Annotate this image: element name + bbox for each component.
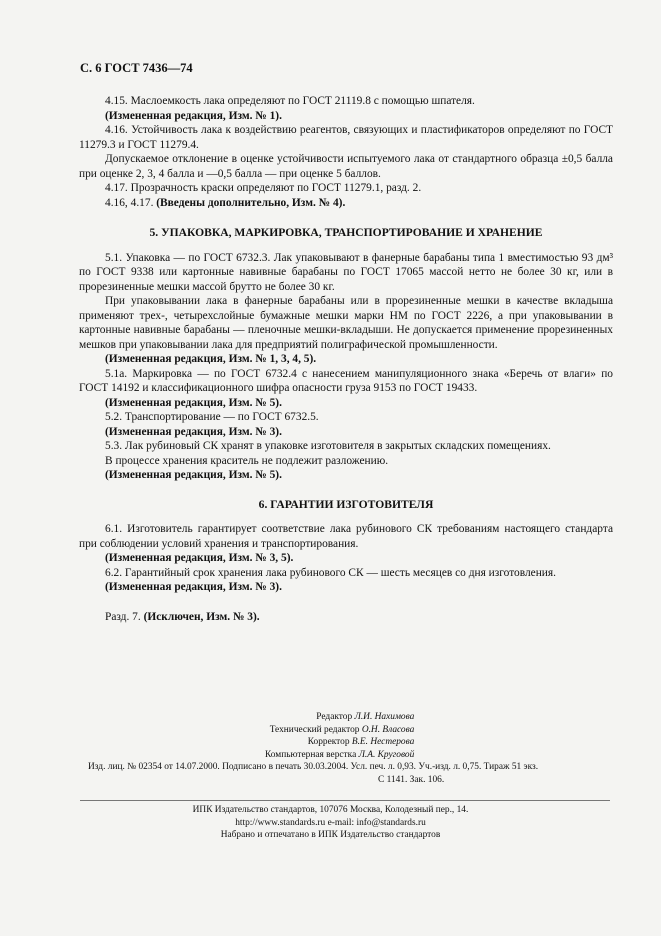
section-6-body [79, 522, 613, 595]
section-4-paragraph: 4.17. Прозрачность краски определяют по ГОСТ 11279.1, разд. 2. [105, 182, 422, 194]
document-body [79, 94, 613, 624]
section-5-paragraph: (Измененная редакция, Изм. № 3). [105, 425, 282, 438]
section-5-paragraph: (Измененная редакция, Изм. № 5). [105, 396, 282, 409]
publisher-info [0, 804, 661, 842]
divider-line [80, 800, 610, 801]
credits-list [265, 711, 414, 761]
page-header: С. 6 ГОСТ 7436—74 [80, 61, 193, 75]
publisher-line: Набрано и отпечатано в ИПК Издательство стандартов [220, 830, 441, 840]
publisher-line: ИПК Издательство стандартов, 107076 Москва, Колодезный пер., 14. [192, 805, 469, 815]
credit-role: Редактор [316, 712, 353, 722]
section-5-paragraph: При упаковывании лака в фанерные барабаны или в прорезиненные мешки в качестве вкладыша применяют трех-, четырехслойные бумажные мешки марки НМ по ГОСТ 2226, а при упаковывании в картонные навивные барабаны — пленочные мешки-вкладыши. Не допускается применение прорезиненных мешков при упаковывании лака для предприятий полиграфической промышленности. [79, 295, 613, 351]
section-6-title: 6. ГАРАНТИИ ИЗГОТОВИТЕЛЯ [258, 497, 434, 511]
section-5-paragraph: (Измененная редакция, Изм. № 1, 3, 4, 5). [105, 353, 317, 365]
section-5-body [79, 251, 613, 483]
section-7-note: Разд. 7. (Исключен, Изм. № 3). [105, 610, 260, 623]
section-5-paragraph: (Измененная редакция, Изм. № 5). [105, 469, 282, 481]
print-info-line-2: С 1141. Зак. 106. [378, 774, 445, 785]
print-info-line-1: Изд. лиц. № 02354 от 14.07.2000. Подписано в печать 30.03.2004. Усл. печ. л. 0,93. Уч.-изд. л. 0,75. Тираж 51 экз. [88, 762, 539, 772]
section-6-paragraph: 6.1. Изготовитель гарантирует соответствие лака рубинового СК требованиям настоящего стандарта при соблюдении условий хранения и транспортирования. [79, 523, 613, 550]
section-5-title: 5. УПАКОВКА, МАРКИРОВКА, ТРАНСПОРТИРОВАНИЕ И ХРАНЕНИЕ [149, 226, 543, 239]
print-info [88, 761, 616, 786]
credit-name: Л.А. Круговой [358, 749, 415, 760]
credit-role: Компьютерная верстка [265, 749, 357, 760]
section-5-paragraph: 5.1а. Маркировка — по ГОСТ 6732.4 с нанесением манипуляционного знака «Беречь от влаги» по ГОСТ 14192 и классификационного шифра опасности груза 9153 по ГОСТ 19433. [79, 367, 613, 394]
section-6-paragraph: (Измененная редакция, Изм. № 3). [105, 581, 282, 593]
section-4-paragraph: 4.16. Устойчивость лака к воздействию реагентов, связующих и пластификаторов определяют по ГОСТ 11279.3 и ГОСТ 11279.4. [79, 124, 613, 151]
credit-name: Л.И. Нахимова [354, 712, 415, 722]
section-4-paragraph: 4.15. Маслоемкость лака определяют по ГОСТ 21119.8 с помощью шпателя. [105, 95, 475, 107]
credit-name: О.Н. Власова [361, 724, 415, 735]
section-4-continuation [79, 94, 613, 196]
credit-line [265, 736, 414, 749]
section-4-paragraph: (Измененная редакция, Изм. № 1). [105, 109, 282, 122]
credit-line [265, 711, 414, 724]
publisher-line: http://www.standards.ru e-mail: info@standards.ru [235, 817, 426, 828]
credit-line [265, 724, 414, 737]
section-5-paragraph: В процессе хранения краситель не подлежит разложению. [105, 454, 389, 467]
credit-name: В.Е. Нестерова [351, 737, 415, 747]
section-6-paragraph: (Измененная редакция, Изм. № 3, 5). [105, 552, 294, 564]
section-5-paragraph: 5.1. Упаковка — по ГОСТ 6732.3. Лак упаковывают в фанерные барабаны типа 1 вместимостью 93 дм³ по ГОСТ 9338 или картонные навивные барабаны по ГОСТ 17065 массой нетто не более 30 кг, или в прорезиненные мешки массой брутто не более 30 кг. [79, 251, 613, 293]
section-5-paragraph: 5.3. Лак рубиновый СК хранят в упаковке изготовителя в закрытых складских помещениях. [105, 440, 551, 452]
credit-line [265, 749, 414, 762]
credit-role: Корректор [307, 737, 350, 747]
credit-role: Технический редактор [269, 724, 360, 735]
section-4-paragraph: Допускаемое отклонение в оценке устойчивости испытуемого лака от стандартного образца ±0,5 балла при оценке 2, 3, 4 балла и —0,5 балла — при оценке 5 баллов. [79, 153, 613, 180]
paragraph-4-16-4-17: 4.16, 4.17. (Введены дополнительно, Изм. № 4). [105, 196, 346, 209]
section-5-paragraph: 5.2. Транспортирование — по ГОСТ 6732.5. [105, 411, 319, 423]
section-6-paragraph: 6.2. Гарантийный срок хранения лака рубинового СК — шесть месяцев со дня изготовления. [105, 566, 556, 579]
